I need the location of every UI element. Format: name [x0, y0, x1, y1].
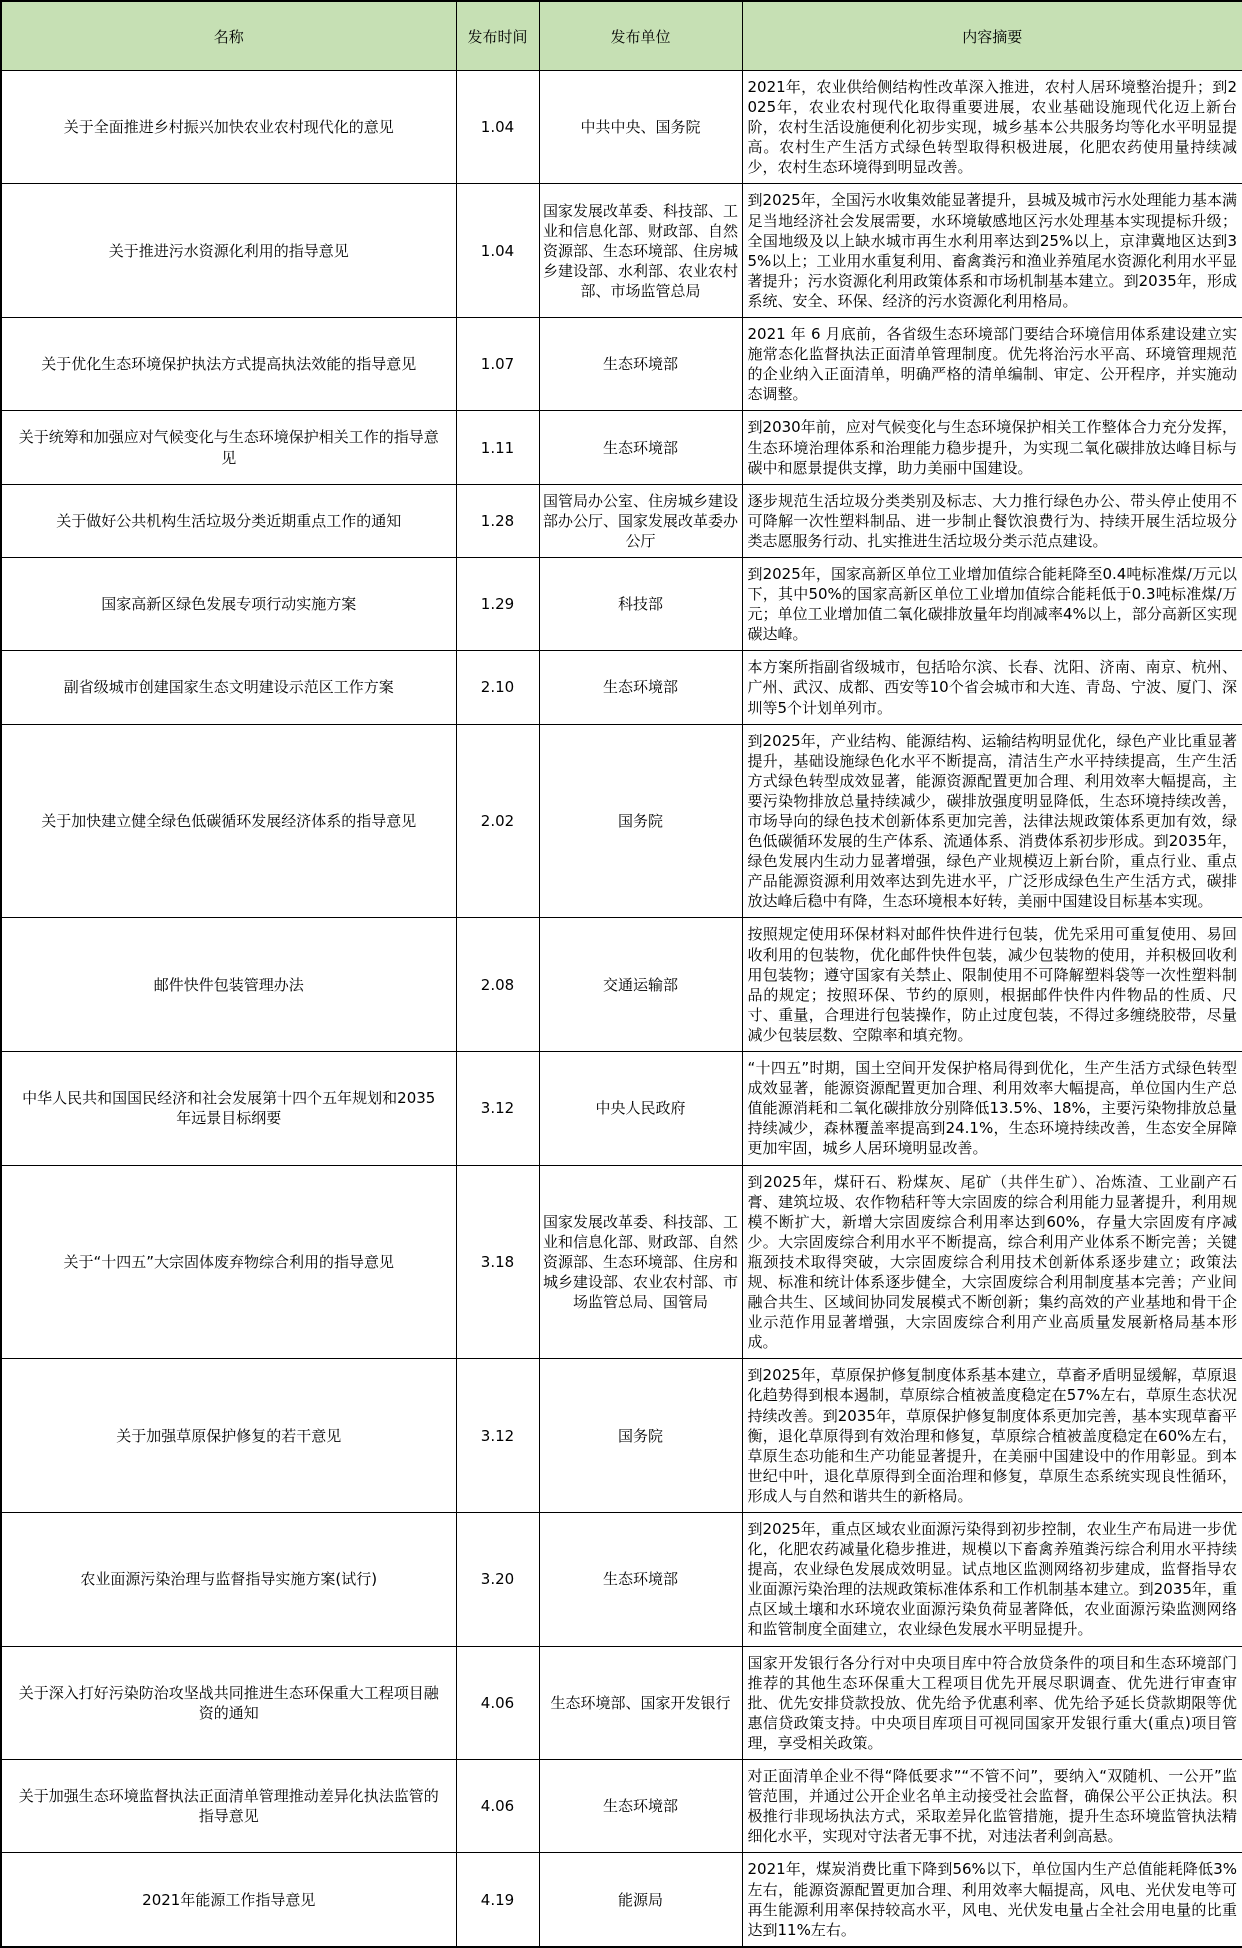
- table-row: [1, 724, 1242, 918]
- policy-name-cell: 关于统筹和加强应对气候变化与生态环境保护相关工作的指导意见: [1, 411, 456, 484]
- summary-cell: 2021 年 6 月底前，各省级生态环境部门要结合环境信用体系建设建立实施常态化监督执法正面清单管理制度。优先将治污水平高、环境管理规范的企业纳入正面清单，明确严格的清单编制、审定、公开程序，并实施动态调整。: [742, 318, 1242, 411]
- table-row: [1, 1052, 1242, 1165]
- publish-date-cell: 4.19: [456, 1853, 539, 1947]
- summary-cell: 国家开发银行各分行对中央项目库中符合放贷条件的项目和生态环境部门推荐的其他生态环保重大工程项目优先开展尽职调查、优先进行审查审批、优先安排贷款投放、优先给予优惠利率、优先给予延长贷款期限等优惠信贷政策支持。中央项目库项目可视同国家开发银行重大(重点)项目管理，享受相关政策。: [742, 1646, 1242, 1759]
- summary-cell: 到2030年前，应对气候变化与生态环境保护相关工作整体合力充分发挥，生态环境治理体系和治理能力稳步提升，为实现二氧化碳排放达峰目标与碳中和愿景提供支撑，助力美丽中国建设。: [742, 411, 1242, 484]
- summary-cell: 2021年，农业供给侧结构性改革深入推进，农村人居环境整治提升；到2025年，农业农村现代化取得重要进展，农业基础设施现代化迈上新台阶，农村生活设施便利化初步实现，城乡基本公共服务均等化水平明显提高。农村生产生活方式绿色转型取得积极进展，化肥农药使用量持续减少，农村生态环境得到明显改善。: [742, 71, 1242, 184]
- policy-name-cell: 副省级城市创建国家生态文明建设示范区工作方案: [1, 651, 456, 724]
- table-row: [1, 1513, 1242, 1647]
- table-row: [1, 557, 1242, 650]
- table-row: [1, 1359, 1242, 1513]
- publish-unit-cell: 生态环境部: [539, 651, 742, 724]
- policy-name-cell: 关于做好公共机构生活垃圾分类近期重点工作的通知: [1, 484, 456, 557]
- summary-cell: 到2025年，草原保护修复制度体系基本建立，草畜矛盾明显缓解，草原退化趋势得到根本遏制，草原综合植被盖度稳定在57%左右，草原生态状况持续改善。到2035年，草原保护修复制度体系更加完善，基本实现草畜平衡，退化草原得到有效治理和修复，草原综合植被盖度稳定在60%左右，草原生态功能和生产功能显著提升，在美丽中国建设中的作用彰显。到本世纪中叶，退化草原得到全面治理和修复，草原生态系统实现良性循环，形成人与自然和谐共生的新格局。: [742, 1359, 1242, 1513]
- publish-unit-cell: 国务院: [539, 1359, 742, 1513]
- table-row: [1, 71, 1242, 184]
- policy-name-cell: 关于加快建立健全绿色低碳循环发展经济体系的指导意见: [1, 724, 456, 918]
- policy-name-cell: 关于加强生态环境监督执法正面清单管理推动差异化执法监管的指导意见: [1, 1760, 456, 1853]
- publish-date-cell: 3.20: [456, 1513, 539, 1647]
- policy-name-cell: 国家高新区绿色发展专项行动实施方案: [1, 557, 456, 650]
- policy-name-cell: 关于加强草原保护修复的若干意见: [1, 1359, 456, 1513]
- policy-name-cell: 中华人民共和国国民经济和社会发展第十四个五年规划和2035年远景目标纲要: [1, 1052, 456, 1165]
- publish-unit-cell: 国家发展改革委、科技部、工业和信息化部、财政部、自然资源部、生态环境部、住房城乡建设部、水利部、农业农村部、市场监管总局: [539, 184, 742, 318]
- summary-cell: 到2025年，全国污水收集效能显著提升，县城及城市污水处理能力基本满足当地经济社会发展需要，水环境敏感地区污水处理基本实现提标升级；全国地级及以上缺水城市再生水利用率达到25%以上，京津冀地区达到35%以上；工业用水重复利用、畜禽粪污和渔业养殖尾水资源化利用水平显著提升；污水资源化利用政策体系和市场机制基本建立。到2035年，形成系统、安全、环保、经济的污水资源化利用格局。: [742, 184, 1242, 318]
- publish-date-cell: 1.04: [456, 71, 539, 184]
- publish-date-cell: 3.18: [456, 1165, 539, 1359]
- policy-name-cell: 农业面源污染治理与监督指导实施方案(试行): [1, 1513, 456, 1647]
- table-row: [1, 1646, 1242, 1759]
- table-row: [1, 1853, 1242, 1947]
- publish-unit-cell: 生态环境部: [539, 1760, 742, 1853]
- publish-date-cell: 3.12: [456, 1359, 539, 1513]
- publish-date-cell: 1.29: [456, 557, 539, 650]
- policy-name-cell: 关于推进污水资源化利用的指导意见: [1, 184, 456, 318]
- summary-cell: 按照规定使用环保材料对邮件快件进行包装，优先采用可重复使用、易回收利用的包装物，优化邮件快件包装，减少包装物的使用，并积极回收利用包装物；遵守国家有关禁止、限制使用不可降解塑料袋等一次性塑料制品的规定；按照环保、节约的原则，根据邮件快件内件物品的性质、尺寸、重量，合理进行包装操作，防止过度包装，不得过多缠绕胶带，尽量减少包装层数、空隙率和填充物。: [742, 918, 1242, 1052]
- table-body: [1, 71, 1242, 1947]
- publish-unit-cell: 国家发展改革委、科技部、工业和信息化部、财政部、自然资源部、生态环境部、住房和城乡建设部、农业农村部、市场监管总局、国管局: [539, 1165, 742, 1359]
- table-row: [1, 1165, 1242, 1359]
- publish-date-cell: 1.04: [456, 184, 539, 318]
- policy-name-cell: 关于“十四五”大宗固体废弃物综合利用的指导意见: [1, 1165, 456, 1359]
- policy-name-cell: 关于优化生态环境保护执法方式提高执法效能的指导意见: [1, 318, 456, 411]
- publish-unit-cell: 生态环境部: [539, 318, 742, 411]
- publish-unit-cell: 生态环境部: [539, 411, 742, 484]
- table-row: [1, 1760, 1242, 1853]
- column-header-publish-date: 发布时间: [456, 1, 539, 71]
- policy-name-cell: 2021年能源工作指导意见: [1, 1853, 456, 1947]
- publish-unit-cell: 中央人民政府: [539, 1052, 742, 1165]
- summary-cell: 到2025年，煤矸石、粉煤灰、尾矿（共伴生矿）、冶炼渣、工业副产石膏、建筑垃圾、农作物秸秆等大宗固废的综合利用能力显著提升，利用规模不断扩大，新增大宗固废综合利用率达到60%，存量大宗固废有序减少。大宗固废综合利用水平不断提高，综合利用产业体系不断完善；关键瓶颈技术取得突破，大宗固废综合利用技术创新体系逐步建立；政策法规、标准和统计体系逐步健全，大宗固废综合利用制度基本完善；产业间融合共生、区域间协同发展模式不断创新；集约高效的产业基地和骨干企业示范作用显著增强，大宗固废综合利用产业高质量发展新格局基本形成。: [742, 1165, 1242, 1359]
- summary-cell: 逐步规范生活垃圾分类类别及标志、大力推行绿色办公、带头停止使用不可降解一次性塑料制品、进一步制止餐饮浪费行为、持续开展生活垃圾分类志愿服务行动、扎实推进生活垃圾分类示范点建设。: [742, 484, 1242, 557]
- policy-name-cell: 邮件快件包装管理办法: [1, 918, 456, 1052]
- publish-date-cell: 1.28: [456, 484, 539, 557]
- publish-unit-cell: 国管局办公室、住房城乡建设部办公厅、国家发展改革委办公厅: [539, 484, 742, 557]
- publish-unit-cell: 交通运输部: [539, 918, 742, 1052]
- summary-cell: 到2025年，重点区域农业面源污染得到初步控制，农业生产布局进一步优化，化肥农药减量化稳步推进，规模以下畜禽养殖粪污综合利用水平持续提高，农业绿色发展成效明显。试点地区监测网络初步建成，监督指导农业面源污染治理的法规政策标准体系和工作机制基本建立。到2035年，重点区域土壤和水环境农业面源污染负荷显著降低，农业面源污染监测网络和监管制度全面建立，农业绿色发展水平明显提升。: [742, 1513, 1242, 1647]
- publish-date-cell: 4.06: [456, 1760, 539, 1853]
- column-header-summary: 内容摘要: [742, 1, 1242, 71]
- publish-unit-cell: 中共中央、国务院: [539, 71, 742, 184]
- table-row: [1, 918, 1242, 1052]
- publish-unit-cell: 科技部: [539, 557, 742, 650]
- summary-cell: 本方案所指副省级城市，包括哈尔滨、长春、沈阳、济南、南京、杭州、广州、武汉、成都、西安等10个省会城市和大连、青岛、宁波、厦门、深圳等5个计划单列市。: [742, 651, 1242, 724]
- table-row: [1, 484, 1242, 557]
- publish-date-cell: 4.06: [456, 1646, 539, 1759]
- publish-unit-cell: 国务院: [539, 724, 742, 918]
- publish-unit-cell: 生态环境部、国家开发银行: [539, 1646, 742, 1759]
- table-row: [1, 318, 1242, 411]
- summary-cell: 对正面清单企业不得“降低要求”“不管不问”，要纳入“双随机、一公开”监管范围，并通过公开企业名单主动接受社会监督，确保公平公正执法。积极推行非现场执法方式，采取差异化监管措施，提升生态环境监管执法精细化水平，实现对守法者无事不扰，对违法者利剑高悬。: [742, 1760, 1242, 1853]
- column-header-publish-unit: 发布单位: [539, 1, 742, 71]
- table-row: [1, 651, 1242, 724]
- summary-cell: 2021年，煤炭消费比重下降到56%以下，单位国内生产总值能耗降低3%左右，能源资源配置更加合理、利用效率大幅提高，风电、光伏发电等可再生能源利用率保持较高水平，风电、光伏发电量占全社会用电量的比重达到11%左右。: [742, 1853, 1242, 1947]
- header-row: [1, 1, 1242, 71]
- summary-cell: 到2025年，国家高新区单位工业增加值综合能耗降至0.4吨标准煤/万元以下，其中50%的国家高新区单位工业增加值综合能耗低于0.3吨标准煤/万元；单位工业增加值二氧化碳排放量年均削减率4%以上，部分高新区实现碳达峰。: [742, 557, 1242, 650]
- policy-name-cell: 关于全面推进乡村振兴加快农业农村现代化的意见: [1, 71, 456, 184]
- publish-date-cell: 2.10: [456, 651, 539, 724]
- publish-date-cell: 1.07: [456, 318, 539, 411]
- publish-date-cell: 2.08: [456, 918, 539, 1052]
- column-header-name: 名称: [1, 1, 456, 71]
- publish-unit-cell: 能源局: [539, 1853, 742, 1947]
- policy-name-cell: 关于深入打好污染防治攻坚战共同推进生态环保重大工程项目融资的通知: [1, 1646, 456, 1759]
- summary-cell: 到2025年，产业结构、能源结构、运输结构明显优化，绿色产业比重显著提升，基础设施绿色化水平不断提高，清洁生产水平持续提高，生产生活方式绿色转型成效显著，能源资源配置更加合理、利用效率大幅提高，主要污染物排放总量持续减少，碳排放强度明显降低，生态环境持续改善，市场导向的绿色技术创新体系更加完善，法律法规政策体系更加有效，绿色低碳循环发展的生产体系、流通体系、消费体系初步形成。到2035年，绿色发展内生动力显著增强，绿色产业规模迈上新台阶，重点行业、重点产品能源资源利用效率达到先进水平，广泛形成绿色生产生活方式，碳排放达峰后稳中有降，生态环境根本好转，美丽中国建设目标基本实现。: [742, 724, 1242, 918]
- publish-date-cell: 3.12: [456, 1052, 539, 1165]
- publish-date-cell: 2.02: [456, 724, 539, 918]
- table-row: [1, 184, 1242, 318]
- table-row: [1, 411, 1242, 484]
- summary-cell: “十四五”时期，国土空间开发保护格局得到优化，生产生活方式绿色转型成效显著，能源资源配置更加合理、利用效率大幅提高，单位国内生产总值能源消耗和二氧化碳排放分别降低13.5%、18%，主要污染物排放总量持续减少，森林覆盖率提高到24.1%，生态环境持续改善，生态安全屏障更加牢固，城乡人居环境明显改善。: [742, 1052, 1242, 1165]
- publish-unit-cell: 生态环境部: [539, 1513, 742, 1647]
- publish-date-cell: 1.11: [456, 411, 539, 484]
